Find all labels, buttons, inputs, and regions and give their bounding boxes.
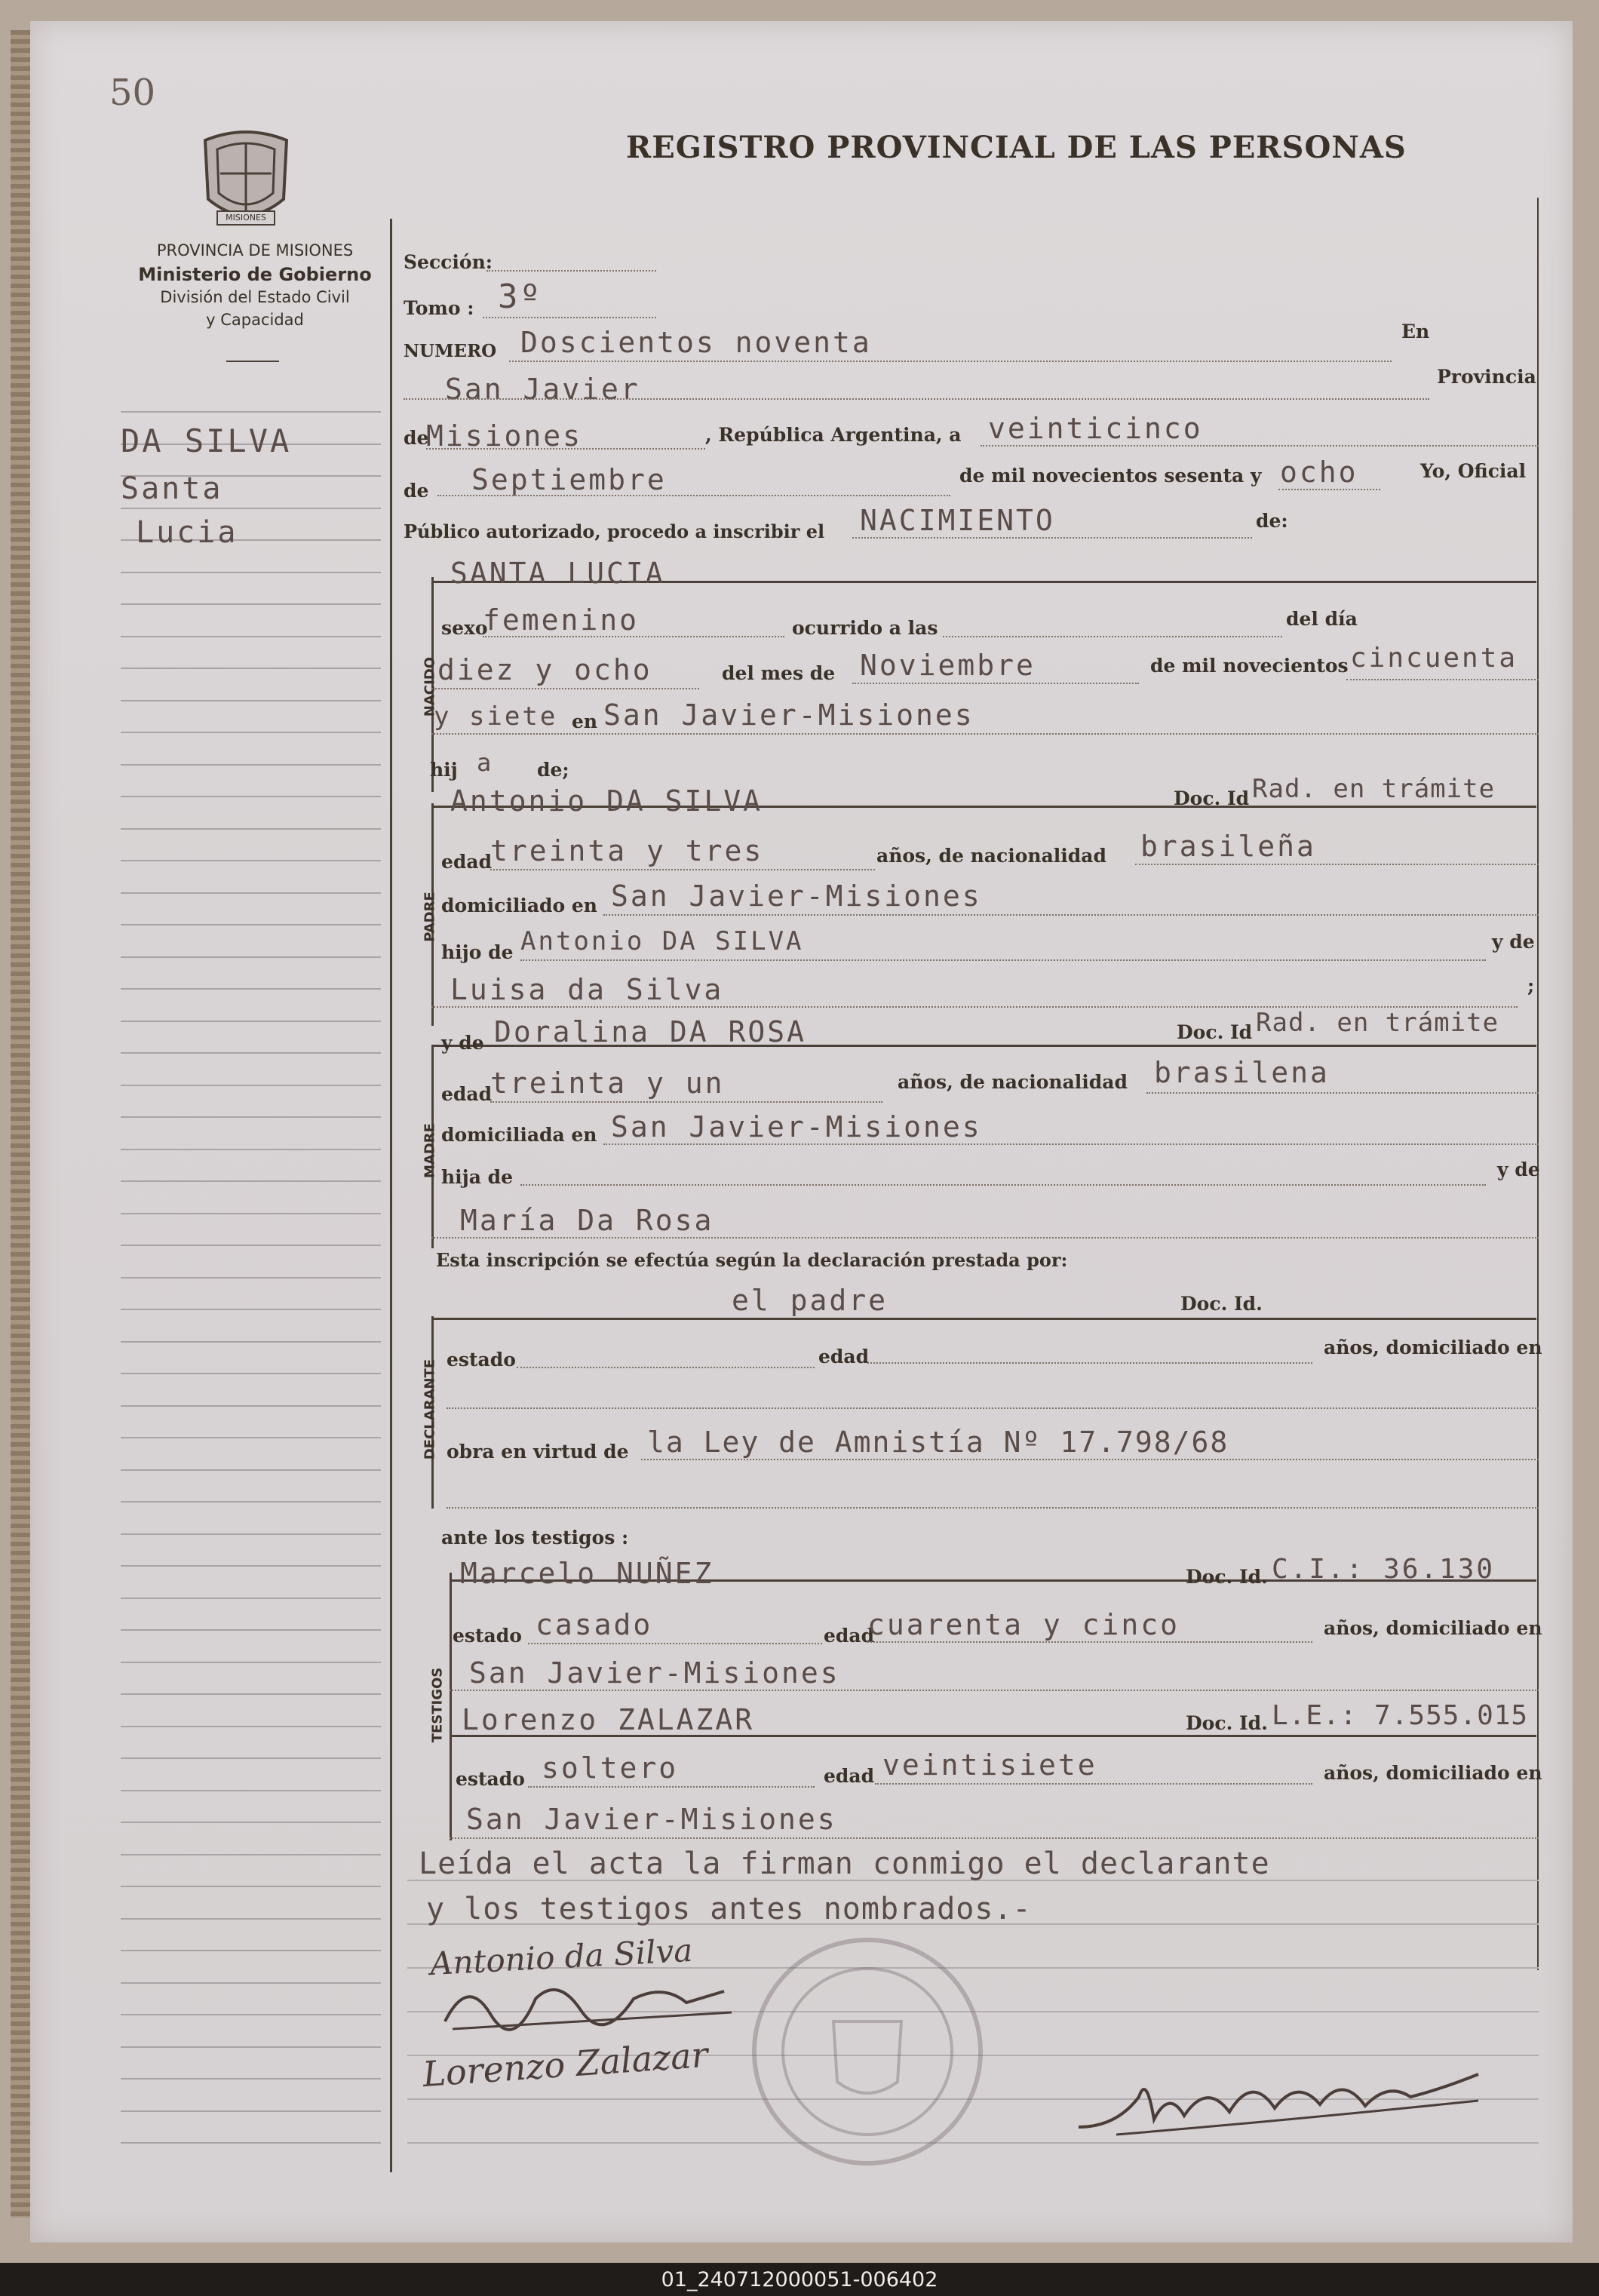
w1-edad-value: cuarenta y cinco bbox=[867, 1608, 1180, 1641]
padre-mother-value: Luisa da Silva bbox=[450, 973, 724, 1006]
madre-edad-value: treinta y un bbox=[490, 1067, 725, 1100]
madre-doc-label: Doc. Id bbox=[1177, 1021, 1253, 1043]
day-line bbox=[981, 445, 1539, 447]
seal-text: MISIONES bbox=[226, 213, 266, 223]
mil-label: de mil novecientos bbox=[1150, 655, 1349, 677]
padre-doc-label: Doc. Id bbox=[1174, 787, 1250, 809]
nacido-name: SANTA LUCIA bbox=[450, 557, 665, 590]
de-label: de bbox=[404, 427, 429, 449]
madre-nac-value: brasilena bbox=[1154, 1056, 1330, 1089]
declarante-doc-label: Doc. Id. bbox=[1180, 1293, 1263, 1315]
hija-de-label: de; bbox=[537, 759, 569, 781]
margin-rule bbox=[121, 924, 381, 925]
declarante-estado-line bbox=[517, 1367, 815, 1368]
tomo-line bbox=[483, 317, 656, 318]
madre-yde-label: y de bbox=[441, 1032, 484, 1054]
image-id-footer: 01_240712000051-006402 bbox=[0, 2263, 1599, 2296]
margin-rule bbox=[121, 2142, 381, 2144]
nacido-year-value-2: y siete bbox=[434, 701, 558, 732]
declarante-label: DECLARANTE bbox=[422, 1358, 438, 1460]
place-line bbox=[404, 398, 1429, 400]
w1-edad-line bbox=[867, 1641, 1312, 1643]
hija-label: hij bbox=[430, 759, 458, 781]
sexo-value: femenino bbox=[483, 603, 640, 637]
padre-nac-value: brasileña bbox=[1140, 830, 1316, 863]
sexo-line bbox=[483, 636, 784, 637]
w2-edad-value: veintisiete bbox=[882, 1748, 1097, 1782]
madre-edad-label: edad bbox=[441, 1083, 493, 1105]
margin-rule bbox=[121, 1533, 381, 1535]
day-value: veinticinco bbox=[988, 412, 1203, 445]
margin-rule bbox=[121, 668, 381, 669]
year-line bbox=[1278, 489, 1380, 490]
padre-edad-value: treinta y tres bbox=[490, 834, 764, 867]
province-label: PROVINCIA DE MISIONES bbox=[156, 241, 354, 259]
madre-label: MADRE bbox=[422, 1123, 438, 1178]
madre-name: Doralina DA ROSA bbox=[494, 1015, 807, 1048]
year-value: ocho bbox=[1280, 456, 1358, 489]
madre-nac-line bbox=[1146, 1092, 1539, 1094]
w2-edad-label: edad bbox=[824, 1765, 875, 1787]
province-value: Misiones bbox=[426, 419, 583, 453]
w1-dom-value: San Javier-Misiones bbox=[469, 1656, 840, 1690]
madre-mother-value: María Da Rosa bbox=[460, 1204, 714, 1237]
madre-parent-line bbox=[520, 1184, 1486, 1186]
margin-rule bbox=[121, 1309, 381, 1310]
margin-rule bbox=[121, 2014, 381, 2015]
w2-estado-line bbox=[528, 1786, 815, 1788]
margin-rule bbox=[121, 1918, 381, 1920]
margin-rule bbox=[121, 956, 381, 958]
w1-estado-line bbox=[528, 1643, 822, 1644]
w1-dom-line bbox=[450, 1690, 1539, 1691]
nacido-year-line bbox=[1346, 679, 1539, 680]
margin-rule bbox=[121, 1021, 381, 1022]
right-border bbox=[1537, 198, 1539, 1970]
w2-name: Lorenzo ZALAZAR bbox=[462, 1703, 755, 1736]
margin-rule bbox=[121, 1854, 381, 1856]
w2-dom-line bbox=[450, 1837, 1539, 1839]
place-value: San Javier bbox=[445, 373, 640, 406]
nacido-label: NACIDO bbox=[422, 656, 438, 717]
left-border bbox=[390, 219, 392, 2172]
margin-rule bbox=[121, 1629, 381, 1631]
tomo-value: 3º bbox=[498, 278, 542, 316]
margin-rule bbox=[121, 572, 381, 573]
padre-nac-line bbox=[1135, 864, 1539, 865]
madre-doc-value: Rad. en trámite bbox=[1256, 1008, 1499, 1038]
margin-rule bbox=[121, 1757, 381, 1759]
republica-label: , República Argentina, a bbox=[705, 424, 962, 446]
margin-rule bbox=[121, 988, 381, 990]
margin-rule bbox=[121, 764, 381, 766]
madre-dom-value: San Javier-Misiones bbox=[611, 1110, 982, 1143]
header-divider bbox=[226, 361, 279, 362]
madre-edad-line bbox=[490, 1101, 882, 1103]
w2-estado-label: estado bbox=[456, 1768, 525, 1790]
padre-name: Antonio DA SILVA bbox=[450, 784, 763, 818]
numero-value: Doscientos noventa bbox=[520, 326, 872, 359]
margin-rule bbox=[121, 1822, 381, 1823]
padre-dom-value: San Javier-Misiones bbox=[611, 879, 982, 913]
margin-rule bbox=[121, 1693, 381, 1695]
month-value: Septiembre bbox=[471, 463, 667, 496]
padre-label: PADRE bbox=[422, 892, 438, 942]
w2-edad-line bbox=[875, 1783, 1312, 1785]
margin-rule bbox=[121, 1085, 381, 1086]
month-line bbox=[437, 495, 950, 496]
w1-doc-label: Doc. Id. bbox=[1186, 1566, 1268, 1588]
ministry-label: Ministerio de Gobierno bbox=[138, 264, 372, 285]
act-type-value: NACIMIENTO bbox=[860, 504, 1055, 537]
padre-father-value: Antonio DA SILVA bbox=[520, 926, 804, 956]
oficial-label: Yo, Oficial bbox=[1420, 460, 1527, 482]
margin-rule bbox=[121, 1116, 381, 1118]
numero-label: NUMERO bbox=[404, 341, 497, 361]
padre-edad-label: edad bbox=[441, 851, 493, 873]
official-stamp bbox=[743, 1931, 992, 2172]
margin-rule bbox=[121, 1598, 381, 1599]
margin-rule bbox=[121, 1437, 381, 1438]
padre-edad-line bbox=[490, 869, 875, 870]
ocurrido-label: ocurrido a las bbox=[792, 617, 938, 639]
margin-rule bbox=[121, 1469, 381, 1471]
closing-line-2: y los testigos antes nombrados.- bbox=[426, 1892, 1032, 1926]
padre-hijo-label: hijo de bbox=[441, 941, 514, 963]
margin-rule bbox=[121, 1180, 381, 1182]
margin-rule bbox=[121, 892, 381, 894]
seccion-label: Sección: bbox=[404, 251, 493, 273]
signature-witness-2: Lorenzo Zalazar bbox=[421, 2034, 710, 2095]
nacido-month-value: Noviembre bbox=[860, 649, 1036, 682]
testigos-bracket bbox=[450, 1573, 452, 1840]
padre-dom-line bbox=[603, 914, 1539, 916]
margin-surname: DA SILVA bbox=[121, 422, 292, 459]
registry-title: REGISTRO PROVINCIAL DE LAS PERSONAS bbox=[626, 130, 1407, 165]
del-dia-label: del día bbox=[1286, 608, 1358, 630]
margin-rule bbox=[121, 411, 381, 413]
declarante-top-line bbox=[431, 1318, 1536, 1320]
w1-anos-label: años, domiciliado en bbox=[1324, 1617, 1542, 1639]
margin-rule bbox=[121, 1213, 381, 1214]
signature-declarant: Antonio da Silva bbox=[428, 1931, 694, 1983]
margin-rule bbox=[121, 1982, 381, 1984]
margin-rule bbox=[121, 2046, 381, 2048]
declarante-intro: Esta inscripción se efectúa según la declaración prestada por: bbox=[436, 1249, 1068, 1271]
mes-label: del mes de bbox=[722, 662, 836, 684]
publico-label: Público autorizado, procedo a inscribir el bbox=[404, 520, 825, 542]
margin-rule bbox=[121, 732, 381, 733]
margin-rule bbox=[121, 1341, 381, 1343]
declarante-estado-label: estado bbox=[447, 1349, 516, 1371]
year-label: de mil novecientos sesenta y bbox=[959, 465, 1262, 487]
provincia-label: Provincia bbox=[1437, 366, 1536, 388]
margin-rule bbox=[121, 1565, 381, 1567]
padre-dom-label: domiciliado en bbox=[441, 895, 597, 916]
w1-name: Marcelo NUÑEZ bbox=[460, 1557, 714, 1590]
w2-doc-label: Doc. Id. bbox=[1186, 1712, 1268, 1734]
nacido-month-line bbox=[852, 683, 1139, 684]
seccion-line bbox=[486, 270, 656, 272]
closing-line-1: Leída el acta la firman conmigo el declarante bbox=[419, 1846, 1270, 1881]
margin-rule bbox=[121, 1662, 381, 1663]
de-colon-label: de: bbox=[1256, 510, 1288, 532]
margin-rule bbox=[121, 603, 381, 605]
margin-rule bbox=[121, 1886, 381, 1887]
margin-rule bbox=[121, 1790, 381, 1791]
margin-rule bbox=[121, 860, 381, 861]
margin-rule bbox=[121, 1277, 381, 1278]
sexo-label: sexo bbox=[441, 617, 488, 639]
w2-anos-label: años, domiciliado en bbox=[1324, 1762, 1542, 1784]
margin-rule bbox=[121, 828, 381, 830]
margin-rule bbox=[121, 2110, 381, 2112]
obra-label: obra en virtud de bbox=[447, 1441, 629, 1463]
margin-given-name-2: Lucia bbox=[136, 515, 238, 550]
w1-estado-value: casado bbox=[536, 1608, 653, 1641]
book-binding bbox=[11, 30, 30, 2218]
declarante-anos-label: años, domiciliado en bbox=[1324, 1337, 1542, 1358]
page-number: 50 bbox=[109, 72, 156, 114]
margin-rule bbox=[121, 1373, 381, 1374]
w2-doc-value: L.E.: 7.555.015 bbox=[1272, 1700, 1529, 1731]
margin-rule bbox=[121, 1501, 381, 1503]
numero-line bbox=[509, 361, 1392, 362]
en-label: En bbox=[1401, 321, 1430, 342]
obra-value: la Ley de Amnistía Nº 17.798/68 bbox=[647, 1426, 1229, 1459]
declarante-value: el padre bbox=[732, 1284, 889, 1317]
testigos-mid-line bbox=[450, 1735, 1536, 1737]
obra-line bbox=[641, 1459, 1539, 1460]
madre-nac-label: años, de nacionalidad bbox=[898, 1071, 1128, 1093]
margin-rule bbox=[121, 1726, 381, 1727]
madre-yde2-label: y de bbox=[1497, 1159, 1540, 1180]
margin-rule bbox=[121, 1245, 381, 1246]
signature-official bbox=[1071, 2044, 1493, 2157]
madre-mother-line bbox=[431, 1237, 1539, 1239]
margin-rule bbox=[121, 636, 381, 637]
division-label: División del Estado Civil bbox=[160, 288, 350, 306]
nacido-day-line bbox=[431, 688, 699, 689]
de-label-2: de bbox=[404, 480, 429, 502]
padre-doc-value: Rad. en trámite bbox=[1252, 774, 1496, 804]
act-type-line bbox=[852, 537, 1252, 539]
nacido-year-value-1: cincuenta bbox=[1350, 643, 1518, 674]
declarante-extra-line bbox=[447, 1507, 1539, 1509]
w1-estado-label: estado bbox=[453, 1625, 522, 1647]
nacido-place-line bbox=[431, 733, 1539, 735]
margin-rule bbox=[121, 700, 381, 701]
margin-rule bbox=[121, 1149, 381, 1150]
madre-dom-label: domiciliada en bbox=[441, 1124, 597, 1146]
margin-rule bbox=[121, 2078, 381, 2080]
margin-given-name-1: Santa bbox=[121, 471, 223, 506]
madre-dom-line bbox=[603, 1143, 1539, 1145]
hija-suffix: a bbox=[477, 748, 494, 777]
padre-semicolon: ; bbox=[1527, 975, 1535, 996]
nacido-place-value: San Javier-Misiones bbox=[603, 698, 974, 732]
testigos-label: TESTIGOS bbox=[429, 1667, 446, 1743]
padre-nac-label: años, de nacionalidad bbox=[876, 845, 1106, 867]
w1-edad-label: edad bbox=[824, 1625, 875, 1647]
declarante-edad-label: edad bbox=[818, 1346, 870, 1367]
w2-estado-value: soltero bbox=[542, 1751, 679, 1785]
nacido-en-label: en bbox=[572, 711, 598, 732]
w2-dom-value: San Javier-Misiones bbox=[466, 1803, 837, 1836]
margin-rule bbox=[121, 796, 381, 797]
margin-rule bbox=[121, 1950, 381, 1951]
capacity-label: y Capacidad bbox=[206, 311, 304, 329]
padre-father-line bbox=[520, 959, 1486, 961]
signature-witness-1 bbox=[437, 1969, 739, 2037]
tomo-label: Tomo : bbox=[404, 297, 474, 319]
hora-line bbox=[943, 636, 1282, 637]
madre-hija-label: hija de bbox=[441, 1166, 514, 1188]
margin-rule bbox=[121, 508, 381, 509]
province-line bbox=[426, 448, 705, 450]
testigos-intro: ante los testigos : bbox=[441, 1527, 629, 1549]
declarante-dom-line bbox=[447, 1407, 1539, 1409]
padre-yde-label: y de bbox=[1492, 931, 1535, 953]
margin-rule bbox=[121, 1405, 381, 1407]
w1-doc-value: C.I.: 36.130 bbox=[1272, 1554, 1496, 1585]
declarante-edad-line bbox=[867, 1362, 1312, 1364]
margin-rule bbox=[121, 1052, 381, 1054]
nacido-day-value: diez y ocho bbox=[437, 653, 652, 686]
